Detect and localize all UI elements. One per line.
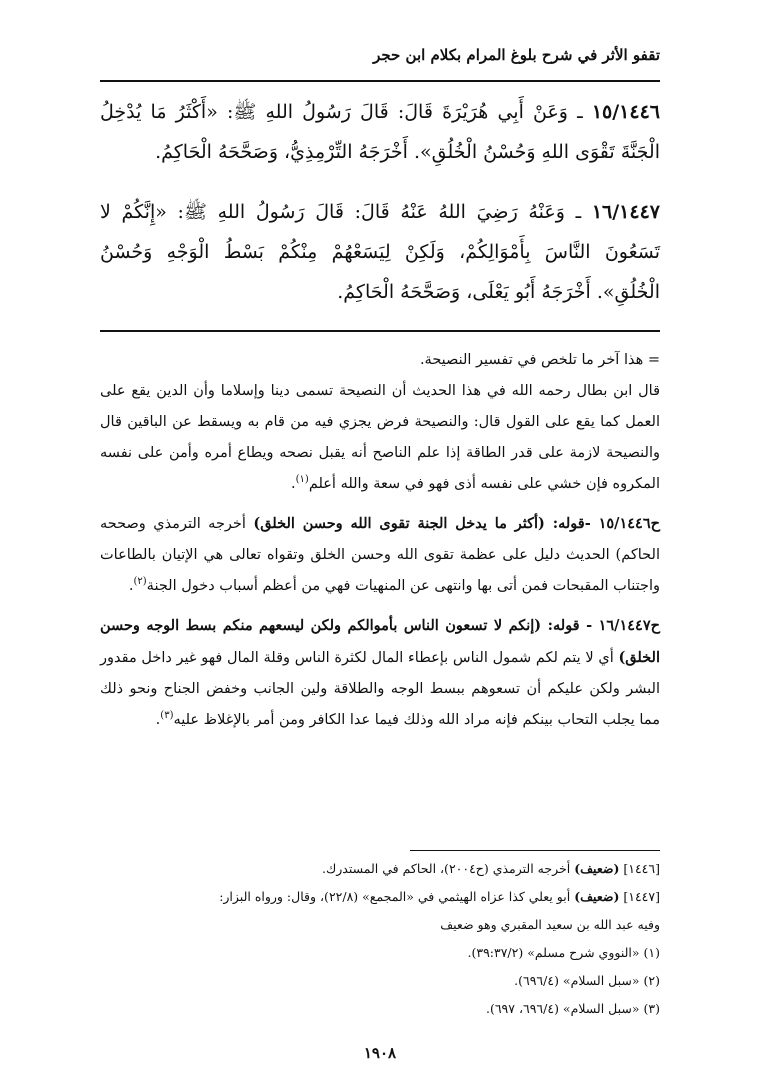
footnote-1: (١) «النووي شرح مسلم» (٣٩:٣٧/٢). bbox=[467, 945, 660, 960]
page-number: ١٩٠٨ bbox=[363, 1044, 397, 1062]
footnote-3: (٣) «سبل السلام» (٦٩٦/٤، ٦٩٧). bbox=[485, 1001, 660, 1016]
hadith-text: ـ وَعَنْهُ رَضِيَ اللهُ عَنْهُ قَالَ: قَالَ رَسُولُ اللهِ ﷺ: «إِنَّكُمْ لا تَسَعُونَ النَّاسَ بِأَمْوَالِكُمْ، وَلَكِنْ لِيَسَعْهُمْ مِنْكُمْ بَسْطُ الْوَجْهِ وَحُسْنُ الْخُلُقِ». أَخْرَجَهُ أَبُو يَعْلَى، وَصَحَّحَهُ الْحَاكِمُ. bbox=[100, 201, 660, 303]
header-rule bbox=[100, 80, 660, 82]
footnote-ref: (١) bbox=[295, 474, 309, 486]
footnote-1447-continued: وفيه عبد الله بن سعيد المقبري وهو ضعيف bbox=[440, 917, 660, 932]
commentary bbox=[100, 345, 660, 744]
commentary-paragraph: قال ابن بطال رحمه الله في هذا الحديث أن النصيحة تسمى دينا وإسلاما وأن الدين يقع على العمل كما يقع على القول قال: والنصيحة فرض يجزي فيه من قام به ويسقط عن الباقين قال والنصيحة لازمة على قدر الطاقة إذا علم الناصح أنه يقبل نصحه ويطاع أمره وأمن على نفسه المكروه فإن خشي على نفسه أذى فهو في سعة والله أعلم$^{(١)}$. bbox=[100, 383, 660, 492]
commentary-paragraph: ح١٦/١٤٤٧ - قوله: (إنكم لا تسعون الناس بأموالكم ولكن ليسعهم منكم بسط الوجه وحسن الخلق) أي لا يتم لكم شمول الناس بإعطاء المال لكثرة الناس وقلة المال فهو غير داخل مقدور البشر ولكن عليكم أن تسعوهم ببسط الوجه والطلاقة ولين الجانب وخفض الجناح ونحو ذلك مما يجلب التحاب بينكم فإنه مراد الله وذلك فيما عدا الكافر ومن أمر بالإغلاظ عليه$^{(٣)}$. bbox=[100, 617, 660, 728]
hadith-number: ١٦/١٤٤٧ bbox=[591, 201, 660, 223]
footnote-2: (٢) «سبل السلام» (٦٩٦/٤). bbox=[514, 973, 660, 988]
commentary-paragraph: = هذا آخر ما تلخص في تفسير النصيحة. bbox=[419, 352, 660, 368]
text-commentary-divider bbox=[100, 330, 660, 332]
commentary-heading: ح١٦/١٤٤٧ - قوله: (إنكم لا تسعون الناس بأموالكم ولكن ليسعهم منكم بسط الوجه وحسن الخلق) bbox=[100, 617, 660, 666]
footnote-1446: [١٤٤٦] (ضعيف) أخرجه الترمذي (ح٢٠٠٤)، الحاكم في المستدرك. bbox=[321, 861, 660, 876]
hadith-1447 bbox=[100, 192, 660, 312]
running-header: تقفو الأثر في شرح بلوغ المرام بكلام ابن حجر bbox=[373, 46, 660, 64]
commentary-heading: ح١٥/١٤٤٦ -قوله: (أكثر ما يدخل الجنة تقوى الله وحسن الخلق) bbox=[253, 515, 660, 532]
footnote-1447: [١٤٤٧] (ضعيف) أبو يعلي كذا عزاه الهيثمي في «المجمع» (٢٢/٨)، وقال: ورواه البزار: bbox=[219, 889, 660, 904]
footnotes bbox=[100, 855, 660, 1023]
hadith-text: ـ وَعَنْ أَبِي هُرَيْرَةَ قَالَ: قَالَ رَسُولُ اللهِ ﷺ: «أَكْثَرُ مَا يُدْخِلُ الْجَنَّةَ تَقْوَى اللهِ وَحُسْنُ الْخُلُقِ». أَخْرَجَهُ التِّرْمِذِيُّ، وَصَحَّحَهُ الْحَاكِمُ. bbox=[100, 101, 660, 163]
hadith-number: ١٥/١٤٤٦ bbox=[591, 101, 660, 123]
footnote-ref: (٢) bbox=[133, 576, 147, 588]
footnote-ref: (٣) bbox=[160, 710, 174, 722]
footnote-rule bbox=[410, 850, 660, 851]
commentary-paragraph: ح١٥/١٤٤٦ -قوله: (أكثر ما يدخل الجنة تقوى الله وحسن الخلق) أخرجه الترمذي وصححه الحاكم) الحديث دليل على عظمة تقوى الله وحسن الخلق وتقواه تعالى هي الإتيان بالطاعات واجتناب المقبحات فمن أتى بها وانتهى عن المنهيات فهي من أعظم أسباب دخول الجنة$^{(٢)}$. bbox=[100, 515, 660, 594]
hadith-1446 bbox=[100, 92, 660, 172]
